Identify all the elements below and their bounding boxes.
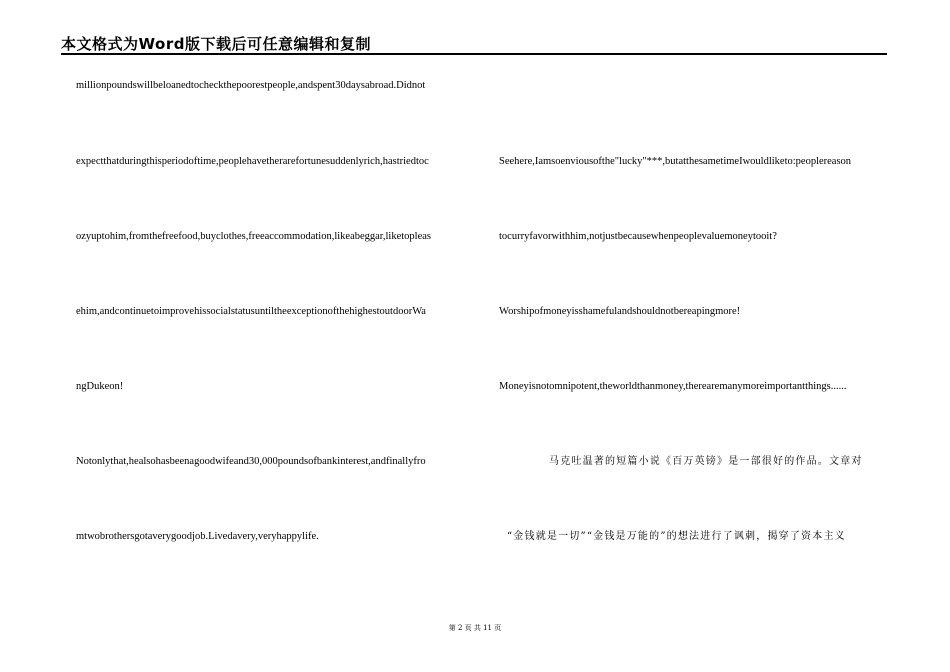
header-divider [61, 53, 887, 55]
text-line: Worshipofmoneyisshamefulandshouldnotbereapingmore! [499, 306, 741, 317]
text-line: Seehere,Iamsoenviousofthe"lucky"***,butatthesametimeIwouldliketo:peoplereason [499, 156, 852, 167]
header-title: 本文格式为Word版下载后可任意编辑和复制 [61, 35, 371, 53]
text-line: mtwobrothersgotaverygoodjob.Livedavery,veryhappylife. [76, 531, 319, 542]
text-line: expectthatduringthisperiodoftime,peoplehavetherarefortunesuddenlyrich,hastriedtoc [76, 156, 429, 167]
text-line: Notonlythat,healsohasbeenagoodwifeand30,000poundsofbankinterest,andfinallyfro [76, 456, 426, 467]
text-line: millionpoundswillbeloanedtocheckthepoorestpeople,andspent30daysabroad.Didnot [76, 80, 426, 91]
text-line: ngDukeon! [76, 381, 124, 392]
text-line: tocurryfavorwithhim,notjustbecausewhenpeoplevaluemoneytooit? [499, 231, 777, 242]
text-line: Moneyisnotomnipotent,theworldthanmoney,therearemanymoreimportantthings...... [499, 381, 847, 392]
text-line: ehim,andcontinuetoimprovehissocialstatusuntiltheexceptionofthehighestoutdoorWa [76, 306, 426, 317]
text-line: “金钱就是一切”“金钱是万能的”的想法进行了讽刺，揭穿了资本主义 [507, 531, 846, 542]
text-line: ozyuptohim,fromthefreefood,buyclothes,freeaccommodation,likeabeggar,liketopleas [76, 231, 431, 242]
text-line: 马克吐温著的短篇小说《百万英镑》是一部很好的作品。文章对 [549, 456, 863, 467]
page-number: 第 2 页 共 11 页 [448, 624, 502, 632]
